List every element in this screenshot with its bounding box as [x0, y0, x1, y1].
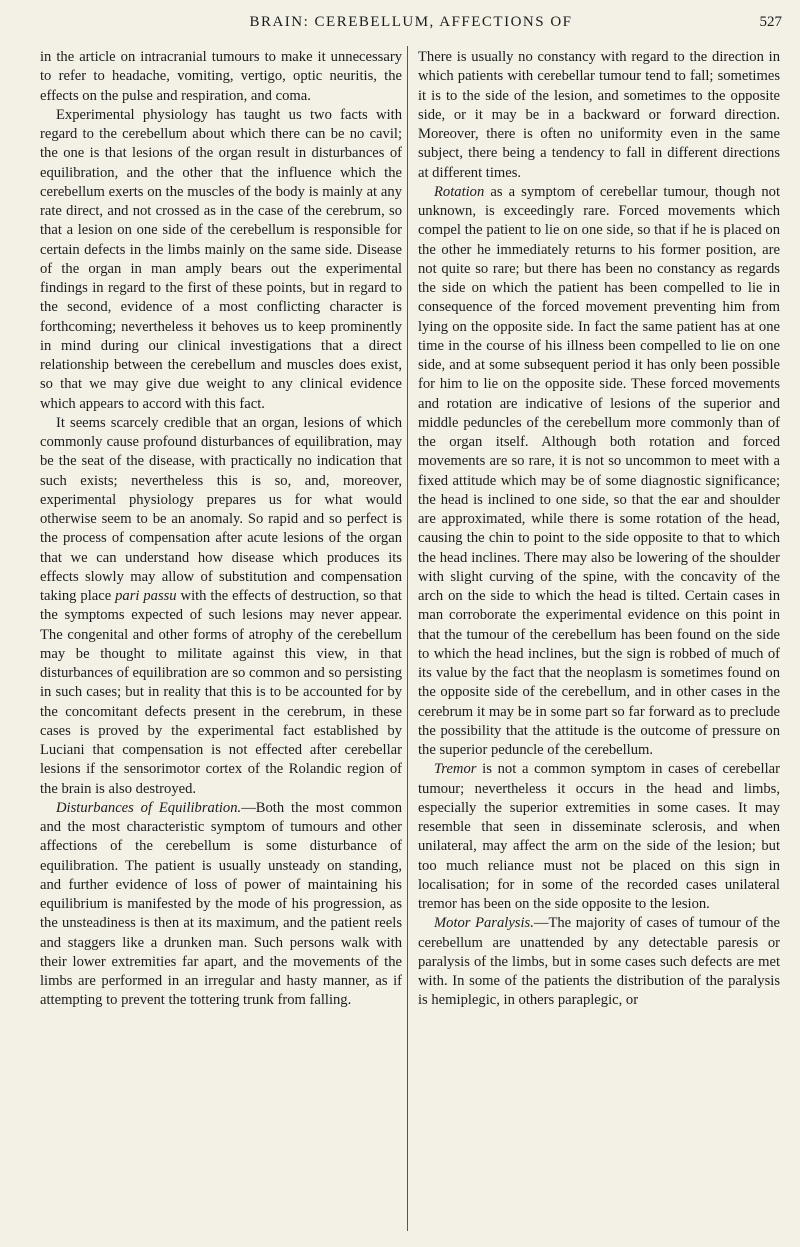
paragraph: [40, 799, 402, 1011]
text-run: with the effects of destruction, so that the symptoms expected of such lesions may never appear. The congenital and other forms of atrophy of the cerebellum may be thought to militate against this view, in that disturbances of equilibration are so common and so persisting in such cases; but in reality that this is to be accounted for by the concomitant defects present in the cerebrum, in these cases is proved by the experimental fact established by Luciani that compensation is not effected after cerebellar lesions if the sensorimotor cortex of the Rolandic region of the brain is also destroyed.: [40, 588, 402, 797]
paragraph: in the article on intracranial tumours to make it unnecessary to refer to headache, vomiting, vertigo, optic neuritis, the effects on the pulse and respiration, and coma.: [40, 49, 402, 104]
paragraph: [418, 183, 780, 761]
paragraph: [418, 914, 780, 1010]
running-head: BRAIN: CEREBELLUM, AFFECTIONS OF: [249, 14, 573, 30]
section-heading: Rotation: [434, 183, 485, 200]
section-heading: Motor Paralysis.: [434, 915, 534, 932]
paragraph: [40, 414, 402, 799]
section-heading: Tremor: [434, 761, 477, 778]
text-run: —Both the most common and the most characteristic symptom of tumours and other affections of the cerebellum is some disturbance of equilibration. The patient is usually unsteady on standing, and further evidence of loss of power of maintaining his equilibrium is manifested by the mode of his progression, as the unsteadiness is then at its maximum, and the patient reels and staggers like a drunken man. Such persons walk with their lower extremities far apart, and the movements of the limbs are performed in an irregular and hasty manner, as if attempting to prevent the tottering trunk from falling.: [40, 799, 402, 1009]
section-heading: Disturbances of Equilibration.: [56, 799, 242, 816]
paragraph: There is usually no constancy with regard to the direction in which patients with cerebellar tumour tend to fall; sometimes it is to the side of the lesion, and sometimes to the opposite side, or it may be in a backward or forward direction. Moreover, there is often no uniformity even in the same subject, there being a tendency to fall in different directions at different times.: [418, 49, 780, 181]
left-column: [40, 48, 402, 1011]
right-column: [418, 48, 780, 1011]
paragraph: [418, 760, 780, 914]
text-run: It seems scarcely credible that an organ, lesions of which commonly cause profound disturbances of equilibration, may be the seat of the disease, with practically no indication that such exists; nevertheless this is so, and, moreover, experimental physiology prepares us for what would otherwise seem to be an anomaly. So rapid and so perfect is the process of compensation after acute lesions of the organ that we can understand how disease which produces its effects slowly may allow of substitution and compensation taking place: [40, 414, 402, 604]
page-header: [40, 14, 782, 34]
text-run: —The majority of cases of tumour of the cerebellum are unattended by any detectable paresis or paralysis of the limbs, but in some cases such defects are met with. In some of the patients the distribution of the paralysis is hemiplegic, in others paraplegic, or: [418, 915, 780, 1009]
page-number: 527: [759, 14, 782, 30]
italic-phrase: pari passu: [115, 588, 177, 604]
column-divider: [407, 46, 408, 1231]
text-run: is not a common symptom in cases of cerebellar tumour; nevertheless it occurs in the head and limbs, especially the superior extremities in some cases. It may resemble that seen in disseminate sclerosis, and when unilateral, may affect the arm on the side of the lesion; but too much reliance must not be placed on this sign in localisation; for in some of the recorded cases unilateral tremor has been on the side opposite to the lesion.: [418, 761, 780, 912]
text-run: as a symptom of cerebellar tumour, though not unknown, is exceedingly rare. Forced movements which compel the patient to lie on one side, so that if he is placed on the other he immediately returns to his former position, are not quite so rare; but there has been no constancy as regards the side on which the patient has been compelled to lie in consequence of the forced movement preventing him from lying on the opposite side. In fact the same patient has at one time in the course of his illness been compelled to lie on one side, and at some subsequent period it has only been possible for him to lie on the opposite side. These forced movements and rotation are indicative of lesions of the superior and middle peduncles of the cerebellum more commonly than of the organ itself. Although both rotation and forced movements are so rare, it is not so uncommon to meet with a fixed attitude which may be of some diagnostic significance; the head is inclined to one side, so that the ear and shoulder are approximated, while there is some rotation of the head, causing the chin to point to the side opposite to that to which the head inclines. There may also be lowering of the shoulder with slight curving of the spine, with the concavity of the arch on the side to which the head is tilted. Certain cases in man corroborate the experimental evidence on this point in that the tumour of the cerebellum has been found on the side to which the head inclines, but the sign is robbed of much of its value by the fact that the neoplasm is sometimes found on the opposite side of the cerebellum, and in other cases in the cerebrum it may be in some part so far forward as to preclude the possibility that the attitude is the outcome of pressure on the superior peduncle of the cerebellum.: [418, 183, 781, 758]
paragraph: Experimental physiology has taught us two facts with regard to the cerebellum about which there can be no cavil; the one is that lesions of the organ result in disturbances of equilibration, and the other that the influence which the cerebellum exerts on the muscles of the body is mainly at any rate direct, and not crossed as in the case of the cerebrum, so that a lesion on one side of the cerebellum is responsible for certain defects in the limbs mainly on the same side. Disease of the organ in man amply bears out the experimental findings in regard to the first of these points, but in regard to the second, evidence of a most conflicting character is forthcoming; nevertheless it behoves us to keep prominently in mind during our clinical investigations that a direct relationship between the cerebellum and muscles does exist, so that we may give due weight to any clinical evidence which appears to accord with this fact.: [40, 106, 402, 412]
